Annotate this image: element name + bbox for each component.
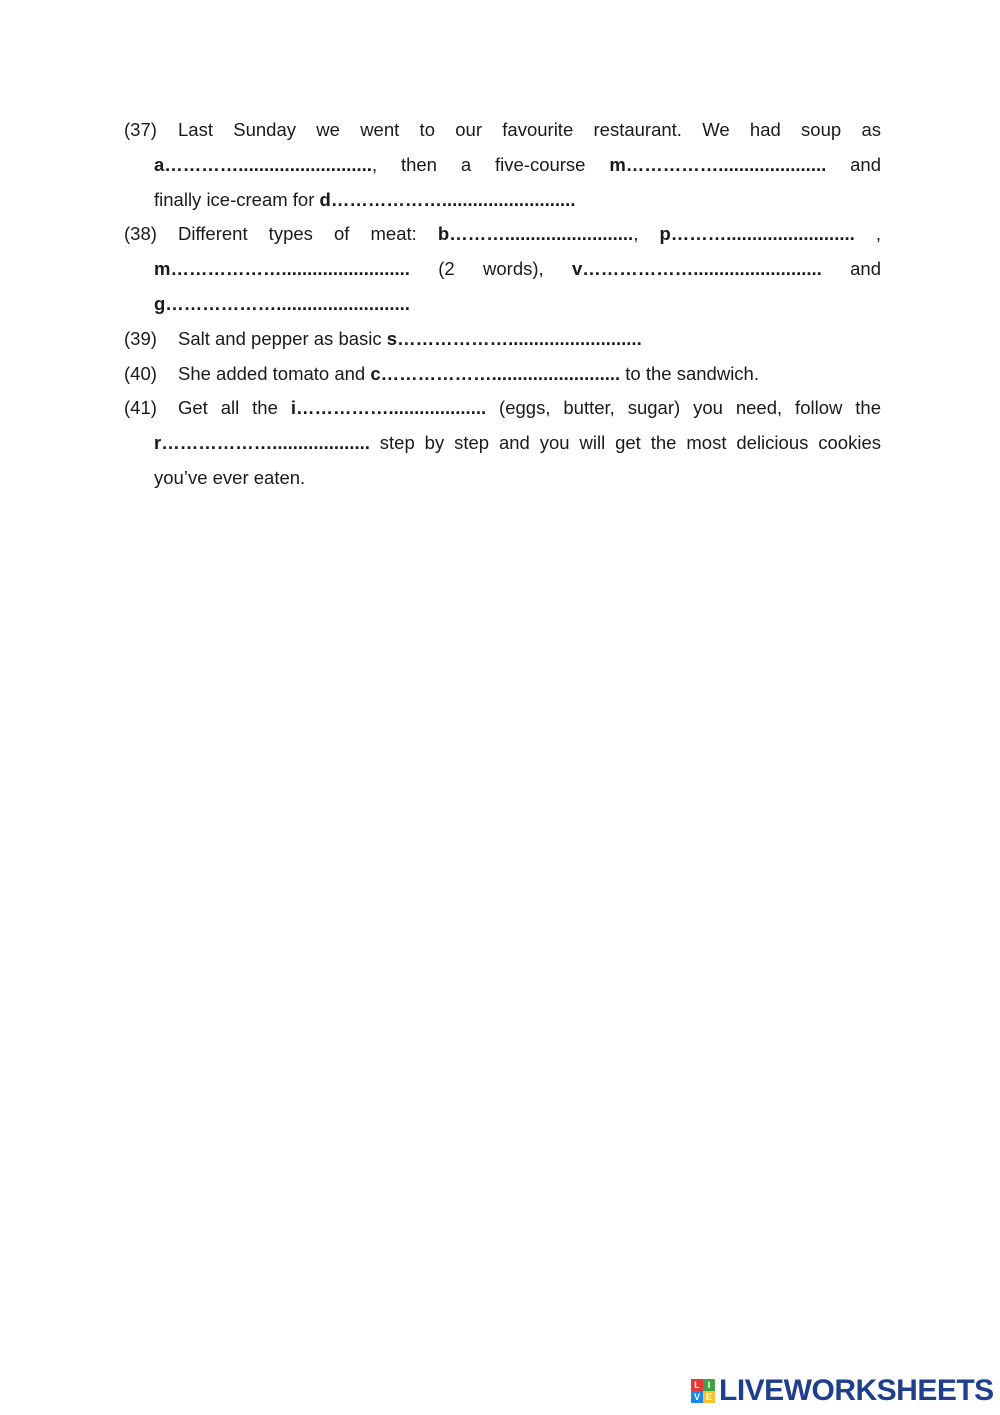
question-line: Different types of meat: b………........................., p………......................... ,	[178, 223, 882, 245]
question-line	[154, 287, 881, 322]
answer-blank[interactable]: d………………..........................	[319, 188, 576, 210]
question-line: Last Sunday we went to our favourite restaurant. We had soup as	[178, 119, 881, 140]
answer-blank[interactable]: a…………..........................	[154, 153, 372, 175]
question-line: finally ice-cream for d………………..........................	[154, 188, 576, 210]
question-line: a………….........................., then a five-course m……………..................... and	[154, 153, 881, 175]
question-38	[124, 217, 881, 321]
answer-blank[interactable]: i……………...................	[290, 397, 487, 419]
answer-blank[interactable]: b……….........................	[437, 223, 634, 245]
question-line: r………………................... step by step and you will get the most delicious cookies	[154, 432, 881, 454]
logo-letter: E	[703, 1391, 715, 1403]
logo-letter: L	[691, 1379, 703, 1391]
answer-blank[interactable]: v……………….........................	[572, 258, 822, 280]
question-number: (41)	[124, 397, 157, 419]
question-number: (38)	[124, 223, 157, 245]
question-line: m………………......................... (2 words), v………………......................... and	[154, 258, 881, 280]
question-number: (40)	[124, 362, 157, 384]
answer-blank[interactable]: m…………….....................	[609, 153, 827, 175]
answer-blank[interactable]: s………………..........................	[386, 327, 642, 349]
logo-mark-icon	[691, 1379, 715, 1403]
question-number: (39)	[124, 327, 157, 349]
answer-blank[interactable]: g………………..........................	[154, 292, 410, 314]
question-line: Get all the i……………................... (eggs, butter, sugar) you need, follow the	[178, 397, 881, 419]
question-number: (37)	[124, 119, 157, 140]
question-39	[124, 322, 881, 357]
question-line: Salt and pepper as basic s………………..........................	[178, 327, 642, 349]
logo-letter: I	[703, 1379, 715, 1391]
answer-blank[interactable]: r………………...................	[154, 432, 370, 454]
question-37	[124, 113, 881, 217]
question-41	[124, 391, 881, 495]
liveworksheets-logo	[691, 1374, 994, 1408]
question-line: She added tomato and c………………......................... to the sandwich.	[178, 362, 759, 384]
answer-blank[interactable]: m……………….........................	[154, 258, 410, 280]
question-40	[124, 357, 881, 392]
answer-blank[interactable]: p……….........................	[659, 223, 855, 245]
logo-letter: V	[691, 1391, 703, 1403]
question-line: you’ve ever eaten.	[154, 466, 306, 488]
logo-text: LIVEWORKSHEETS	[719, 1374, 994, 1407]
answer-blank[interactable]: c……………….........................	[370, 362, 621, 384]
worksheet	[124, 113, 881, 496]
